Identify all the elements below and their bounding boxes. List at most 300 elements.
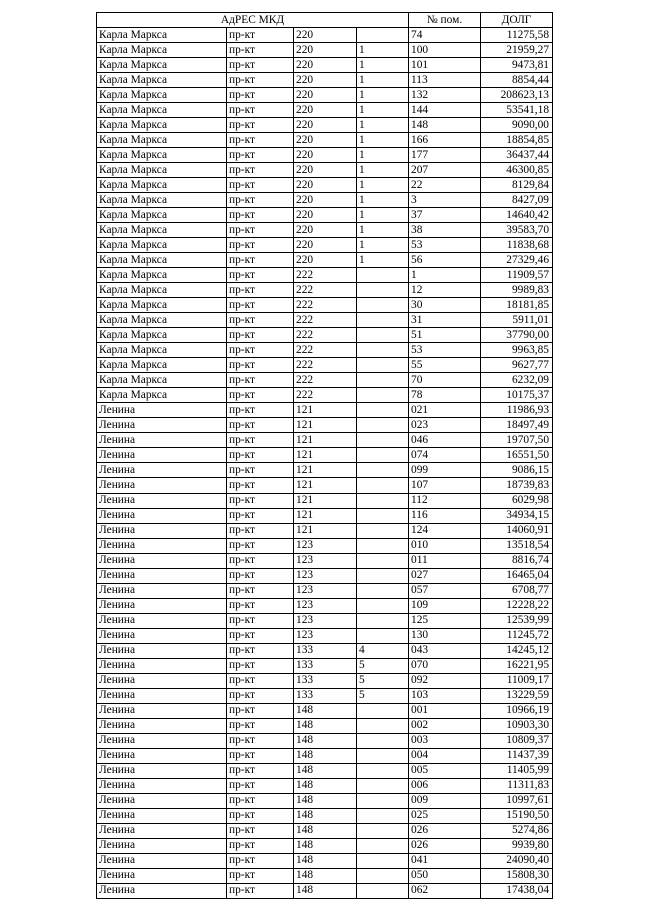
apartment-cell: 144 [409, 103, 481, 118]
apartment-cell: 78 [409, 388, 481, 403]
table-row [97, 763, 553, 778]
table-row [97, 358, 553, 373]
street-type-cell: пр-кт [227, 373, 294, 388]
apartment-cell: 100 [409, 43, 481, 58]
debt-cell: 36437,44 [481, 148, 553, 163]
house-number-cell: 222 [294, 388, 357, 403]
street-cell: Ленина [97, 493, 227, 508]
street-type-cell: пр-кт [227, 598, 294, 613]
street-cell: Ленина [97, 508, 227, 523]
building-cell [357, 508, 409, 523]
street-type-cell: пр-кт [227, 733, 294, 748]
table-row [97, 328, 553, 343]
street-cell: Ленина [97, 628, 227, 643]
header-debt: ДОЛГ [481, 13, 553, 28]
table-row [97, 658, 553, 673]
street-cell: Ленина [97, 748, 227, 763]
street-cell: Ленина [97, 793, 227, 808]
street-cell: Ленина [97, 463, 227, 478]
street-cell: Карла Маркса [97, 58, 227, 73]
debt-cell: 8816,74 [481, 553, 553, 568]
house-number-cell: 222 [294, 328, 357, 343]
street-type-cell: пр-кт [227, 268, 294, 283]
table-row [97, 733, 553, 748]
debt-cell: 11838,68 [481, 238, 553, 253]
street-type-cell: пр-кт [227, 823, 294, 838]
building-cell [357, 613, 409, 628]
street-type-cell: пр-кт [227, 313, 294, 328]
table-row [97, 28, 553, 43]
building-cell [357, 373, 409, 388]
debt-cell: 17438,04 [481, 883, 553, 898]
street-cell: Ленина [97, 808, 227, 823]
apartment-cell: 55 [409, 358, 481, 373]
building-cell [357, 298, 409, 313]
street-cell: Карла Маркса [97, 343, 227, 358]
debt-cell: 10903,30 [481, 718, 553, 733]
debt-cell: 9090,00 [481, 118, 553, 133]
street-cell: Карла Маркса [97, 223, 227, 238]
house-number-cell: 123 [294, 553, 357, 568]
street-type-cell: пр-кт [227, 808, 294, 823]
building-cell [357, 598, 409, 613]
building-cell [357, 583, 409, 598]
apartment-cell: 062 [409, 883, 481, 898]
table-row [97, 538, 553, 553]
debt-cell: 11437,39 [481, 748, 553, 763]
debt-cell: 10997,61 [481, 793, 553, 808]
house-number-cell: 148 [294, 778, 357, 793]
building-cell: 1 [357, 178, 409, 193]
street-cell: Ленина [97, 583, 227, 598]
header-row [97, 13, 553, 28]
street-type-cell: пр-кт [227, 613, 294, 628]
house-number-cell: 133 [294, 658, 357, 673]
house-number-cell: 121 [294, 433, 357, 448]
table-row [97, 343, 553, 358]
debt-cell: 15808,30 [481, 868, 553, 883]
building-cell [357, 28, 409, 43]
debt-cell: 13229,59 [481, 688, 553, 703]
debt-cell: 8129,84 [481, 178, 553, 193]
house-number-cell: 148 [294, 733, 357, 748]
building-cell [357, 538, 409, 553]
street-cell: Ленина [97, 883, 227, 898]
apartment-cell: 107 [409, 478, 481, 493]
table-row [97, 88, 553, 103]
building-cell [357, 283, 409, 298]
table-row [97, 778, 553, 793]
house-number-cell: 220 [294, 253, 357, 268]
debt-cell: 19707,50 [481, 433, 553, 448]
table-row [97, 448, 553, 463]
street-type-cell: пр-кт [227, 793, 294, 808]
house-number-cell: 121 [294, 403, 357, 418]
table-row [97, 238, 553, 253]
street-type-cell: пр-кт [227, 748, 294, 763]
street-cell: Карла Маркса [97, 208, 227, 223]
house-number-cell: 220 [294, 238, 357, 253]
debt-cell: 11275,58 [481, 28, 553, 43]
apartment-cell: 011 [409, 553, 481, 568]
building-cell [357, 883, 409, 898]
building-cell: 1 [357, 43, 409, 58]
table-row [97, 148, 553, 163]
debt-cell: 9473,81 [481, 58, 553, 73]
street-type-cell: пр-кт [227, 388, 294, 403]
house-number-cell: 133 [294, 688, 357, 703]
debt-cell: 9939,80 [481, 838, 553, 853]
apartment-cell: 116 [409, 508, 481, 523]
building-cell [357, 478, 409, 493]
debt-cell: 10966,19 [481, 703, 553, 718]
debt-cell: 8854,44 [481, 73, 553, 88]
house-number-cell: 220 [294, 118, 357, 133]
table-row [97, 133, 553, 148]
house-number-cell: 121 [294, 508, 357, 523]
apartment-cell: 31 [409, 313, 481, 328]
house-number-cell: 222 [294, 373, 357, 388]
debt-table-body [97, 13, 553, 899]
street-cell: Ленина [97, 853, 227, 868]
table-row [97, 493, 553, 508]
debt-cell: 10175,37 [481, 388, 553, 403]
house-number-cell: 148 [294, 718, 357, 733]
building-cell [357, 403, 409, 418]
street-type-cell: пр-кт [227, 583, 294, 598]
house-number-cell: 123 [294, 568, 357, 583]
table-row [97, 73, 553, 88]
house-number-cell: 222 [294, 343, 357, 358]
house-number-cell: 148 [294, 748, 357, 763]
table-row [97, 613, 553, 628]
apartment-cell: 51 [409, 328, 481, 343]
debt-cell: 37790,00 [481, 328, 553, 343]
apartment-cell: 006 [409, 778, 481, 793]
apartment-cell: 1 [409, 268, 481, 283]
street-cell: Ленина [97, 598, 227, 613]
building-cell [357, 853, 409, 868]
table-row [97, 868, 553, 883]
building-cell [357, 313, 409, 328]
debt-cell: 11405,99 [481, 763, 553, 778]
street-type-cell: пр-кт [227, 238, 294, 253]
table-row [97, 43, 553, 58]
table-row [97, 748, 553, 763]
house-number-cell: 220 [294, 103, 357, 118]
building-cell: 4 [357, 643, 409, 658]
street-type-cell: пр-кт [227, 403, 294, 418]
building-cell [357, 748, 409, 763]
table-row [97, 373, 553, 388]
street-type-cell: пр-кт [227, 163, 294, 178]
apartment-cell: 026 [409, 838, 481, 853]
street-cell: Карла Маркса [97, 88, 227, 103]
debt-cell: 9086,15 [481, 463, 553, 478]
building-cell [357, 733, 409, 748]
debt-cell: 15190,50 [481, 808, 553, 823]
street-type-cell: пр-кт [227, 643, 294, 658]
house-number-cell: 220 [294, 223, 357, 238]
street-cell: Ленина [97, 823, 227, 838]
street-cell: Ленина [97, 538, 227, 553]
building-cell [357, 703, 409, 718]
street-type-cell: пр-кт [227, 883, 294, 898]
street-cell: Карла Маркса [97, 298, 227, 313]
street-type-cell: пр-кт [227, 628, 294, 643]
debt-cell: 34934,15 [481, 508, 553, 523]
table-row [97, 163, 553, 178]
street-type-cell: пр-кт [227, 148, 294, 163]
street-type-cell: пр-кт [227, 463, 294, 478]
street-cell: Карла Маркса [97, 283, 227, 298]
debt-cell: 14245,12 [481, 643, 553, 658]
table-row [97, 478, 553, 493]
apartment-cell: 003 [409, 733, 481, 748]
apartment-cell: 74 [409, 28, 481, 43]
building-cell: 1 [357, 88, 409, 103]
building-cell [357, 718, 409, 733]
table-row [97, 508, 553, 523]
building-cell [357, 268, 409, 283]
street-cell: Ленина [97, 553, 227, 568]
house-number-cell: 121 [294, 478, 357, 493]
house-number-cell: 220 [294, 178, 357, 193]
street-type-cell: пр-кт [227, 553, 294, 568]
debt-cell: 21959,27 [481, 43, 553, 58]
street-cell: Карла Маркса [97, 373, 227, 388]
apartment-cell: 53 [409, 238, 481, 253]
street-cell: Карла Маркса [97, 73, 227, 88]
house-number-cell: 220 [294, 28, 357, 43]
apartment-cell: 025 [409, 808, 481, 823]
debt-cell: 18497,49 [481, 418, 553, 433]
street-type-cell: пр-кт [227, 223, 294, 238]
apartment-cell: 070 [409, 658, 481, 673]
street-cell: Карла Маркса [97, 268, 227, 283]
debt-cell: 9963,85 [481, 343, 553, 358]
house-number-cell: 220 [294, 133, 357, 148]
table-row [97, 193, 553, 208]
header-apartment: № пом. [409, 13, 481, 28]
street-cell: Ленина [97, 418, 227, 433]
debt-cell: 11986,93 [481, 403, 553, 418]
house-number-cell: 121 [294, 493, 357, 508]
building-cell [357, 868, 409, 883]
debt-cell: 24090,40 [481, 853, 553, 868]
street-cell: Ленина [97, 658, 227, 673]
debt-cell: 14640,42 [481, 208, 553, 223]
house-number-cell: 222 [294, 358, 357, 373]
table-row [97, 703, 553, 718]
house-number-cell: 121 [294, 448, 357, 463]
apartment-cell: 050 [409, 868, 481, 883]
street-type-cell: пр-кт [227, 343, 294, 358]
street-cell: Ленина [97, 403, 227, 418]
apartment-cell: 124 [409, 523, 481, 538]
building-cell: 5 [357, 688, 409, 703]
debt-cell: 27329,46 [481, 253, 553, 268]
street-type-cell: пр-кт [227, 103, 294, 118]
street-cell: Карла Маркса [97, 103, 227, 118]
street-type-cell: пр-кт [227, 298, 294, 313]
debt-cell: 13518,54 [481, 538, 553, 553]
house-number-cell: 123 [294, 628, 357, 643]
house-number-cell: 148 [294, 763, 357, 778]
building-cell: 1 [357, 103, 409, 118]
apartment-cell: 041 [409, 853, 481, 868]
debt-cell: 5911,01 [481, 313, 553, 328]
table-row [97, 388, 553, 403]
street-type-cell: пр-кт [227, 778, 294, 793]
apartment-cell: 043 [409, 643, 481, 658]
street-cell: Карла Маркса [97, 133, 227, 148]
street-cell: Ленина [97, 433, 227, 448]
table-row [97, 823, 553, 838]
debt-cell: 12539,99 [481, 613, 553, 628]
apartment-cell: 092 [409, 673, 481, 688]
apartment-cell: 125 [409, 613, 481, 628]
street-cell: Карла Маркса [97, 388, 227, 403]
building-cell: 1 [357, 208, 409, 223]
debt-cell: 18181,85 [481, 298, 553, 313]
house-number-cell: 148 [294, 793, 357, 808]
building-cell [357, 763, 409, 778]
street-cell: Ленина [97, 688, 227, 703]
house-number-cell: 222 [294, 283, 357, 298]
debt-cell: 11909,57 [481, 268, 553, 283]
table-row [97, 718, 553, 733]
street-type-cell: пр-кт [227, 178, 294, 193]
street-type-cell: пр-кт [227, 58, 294, 73]
street-type-cell: пр-кт [227, 568, 294, 583]
street-cell: Карла Маркса [97, 328, 227, 343]
building-cell: 1 [357, 223, 409, 238]
house-number-cell: 133 [294, 643, 357, 658]
table-row [97, 283, 553, 298]
table-row [97, 403, 553, 418]
apartment-cell: 22 [409, 178, 481, 193]
apartment-cell: 113 [409, 73, 481, 88]
debt-cell: 18854,85 [481, 133, 553, 148]
debt-cell: 16221,95 [481, 658, 553, 673]
building-cell: 1 [357, 58, 409, 73]
apartment-cell: 009 [409, 793, 481, 808]
table-row [97, 583, 553, 598]
house-number-cell: 222 [294, 313, 357, 328]
debt-cell: 16465,04 [481, 568, 553, 583]
street-cell: Карла Маркса [97, 358, 227, 373]
street-type-cell: пр-кт [227, 433, 294, 448]
table-row [97, 463, 553, 478]
building-cell [357, 358, 409, 373]
building-cell [357, 523, 409, 538]
table-row [97, 673, 553, 688]
table-row [97, 883, 553, 898]
building-cell [357, 823, 409, 838]
street-type-cell: пр-кт [227, 88, 294, 103]
building-cell [357, 463, 409, 478]
street-type-cell: пр-кт [227, 193, 294, 208]
building-cell [357, 418, 409, 433]
table-row [97, 313, 553, 328]
table-row [97, 643, 553, 658]
building-cell: 1 [357, 163, 409, 178]
street-type-cell: пр-кт [227, 718, 294, 733]
street-cell: Ленина [97, 778, 227, 793]
debt-cell: 18739,83 [481, 478, 553, 493]
building-cell [357, 343, 409, 358]
apartment-cell: 021 [409, 403, 481, 418]
street-cell: Карла Маркса [97, 238, 227, 253]
apartment-cell: 112 [409, 493, 481, 508]
debt-cell: 10809,37 [481, 733, 553, 748]
table-row [97, 568, 553, 583]
street-cell: Карла Маркса [97, 193, 227, 208]
apartment-cell: 30 [409, 298, 481, 313]
street-type-cell: пр-кт [227, 673, 294, 688]
building-cell: 5 [357, 658, 409, 673]
building-cell: 1 [357, 133, 409, 148]
debt-table [96, 12, 553, 899]
debt-cell: 39583,70 [481, 223, 553, 238]
street-type-cell: пр-кт [227, 253, 294, 268]
debt-cell: 16551,50 [481, 448, 553, 463]
building-cell [357, 568, 409, 583]
house-number-cell: 123 [294, 538, 357, 553]
street-type-cell: пр-кт [227, 448, 294, 463]
table-row [97, 523, 553, 538]
house-number-cell: 121 [294, 418, 357, 433]
street-cell: Ленина [97, 523, 227, 538]
street-cell: Карла Маркса [97, 28, 227, 43]
apartment-cell: 109 [409, 598, 481, 613]
street-cell: Карла Маркса [97, 313, 227, 328]
apartment-cell: 005 [409, 763, 481, 778]
street-cell: Ленина [97, 868, 227, 883]
table-row [97, 433, 553, 448]
street-type-cell: пр-кт [227, 328, 294, 343]
header-address: АдРЕС МКД [97, 13, 409, 28]
house-number-cell: 148 [294, 703, 357, 718]
apartment-cell: 101 [409, 58, 481, 73]
house-number-cell: 148 [294, 853, 357, 868]
house-number-cell: 123 [294, 613, 357, 628]
street-type-cell: пр-кт [227, 703, 294, 718]
apartment-cell: 027 [409, 568, 481, 583]
debt-cell: 6232,09 [481, 373, 553, 388]
apartment-cell: 37 [409, 208, 481, 223]
debt-cell: 5274,86 [481, 823, 553, 838]
street-cell: Ленина [97, 613, 227, 628]
table-row [97, 118, 553, 133]
street-type-cell: пр-кт [227, 838, 294, 853]
house-number-cell: 123 [294, 583, 357, 598]
apartment-cell: 103 [409, 688, 481, 703]
street-cell: Ленина [97, 733, 227, 748]
building-cell: 1 [357, 193, 409, 208]
apartment-cell: 56 [409, 253, 481, 268]
street-type-cell: пр-кт [227, 133, 294, 148]
street-type-cell: пр-кт [227, 508, 294, 523]
street-cell: Карла Маркса [97, 253, 227, 268]
debt-cell: 12228,22 [481, 598, 553, 613]
apartment-cell: 132 [409, 88, 481, 103]
street-type-cell: пр-кт [227, 118, 294, 133]
building-cell [357, 493, 409, 508]
table-row [97, 628, 553, 643]
apartment-cell: 130 [409, 628, 481, 643]
